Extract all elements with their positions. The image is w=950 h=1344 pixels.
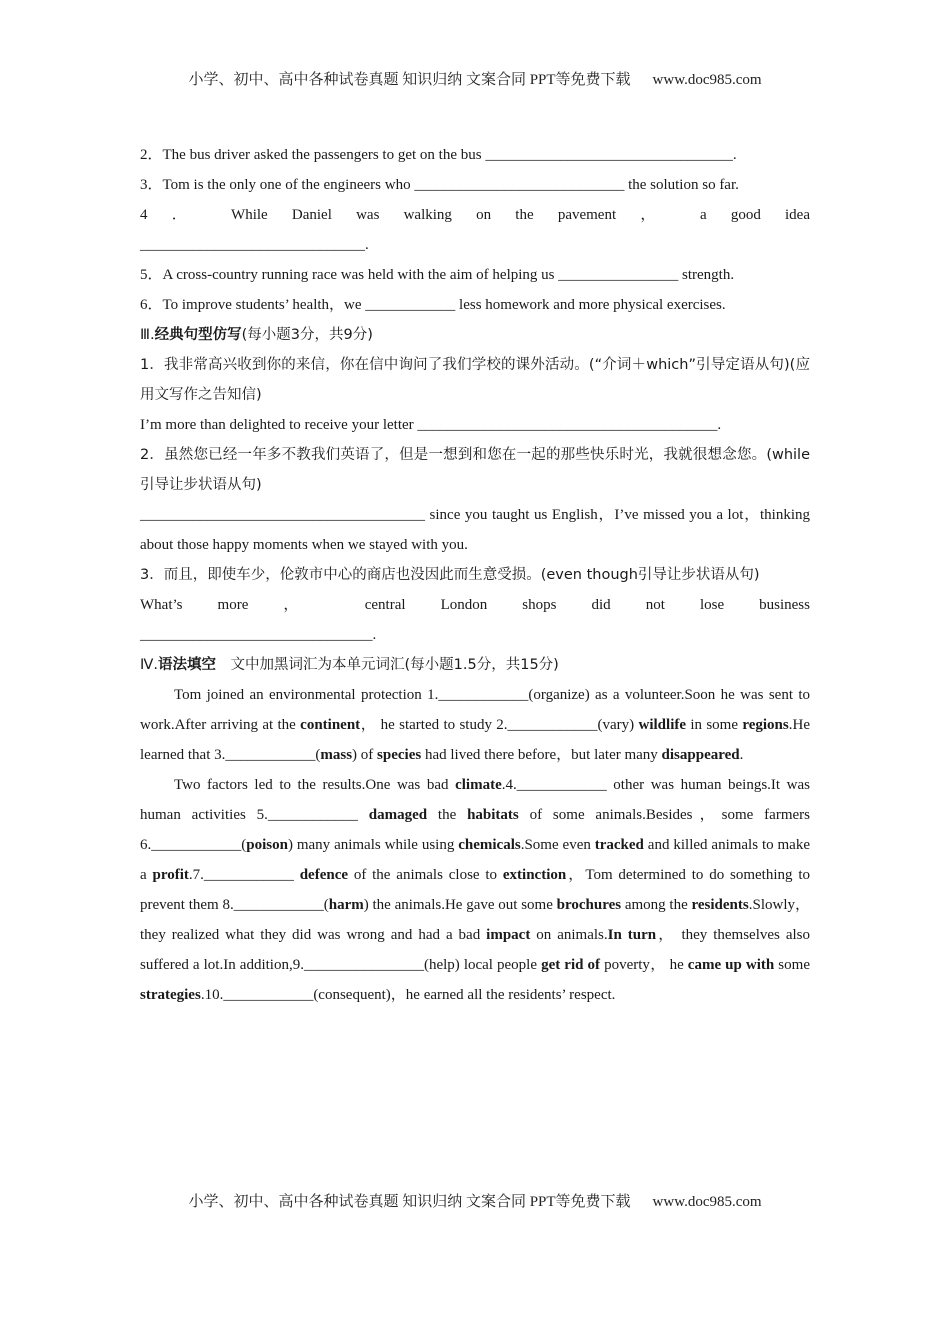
text-segment: ) many animals while using (287, 837, 459, 853)
footer-text: 小学、初中、高中各种试卷真题 知识归纳 文案合同 PPT等免费下载 (188, 1194, 631, 1210)
text-segment: the (427, 807, 468, 823)
text-segment: on animals. (530, 927, 608, 943)
question-3-3-english-b: _______________________________. (140, 627, 377, 643)
vocab-word: get rid of (541, 957, 601, 973)
vocab-word: extinction (502, 867, 567, 883)
text-segment: of the animals close to (348, 867, 503, 883)
text-segment: .4.____________ other was human beings.It was human activities 5.____________ (140, 777, 810, 823)
vocab-word: came up with (687, 957, 775, 973)
text-segment: and killed animals to make a (140, 837, 811, 883)
vocab-word: species (377, 747, 422, 763)
text-segment: .Slowly，they realized what they did was wrong and had a bad (140, 897, 810, 943)
text-segment: of some animals.Besides，some farmers 6.____________( (140, 807, 810, 853)
vocab-word: damaged (368, 807, 428, 823)
header-text: 小学、初中、高中各种试卷真题 知识归纳 文案合同 PPT等免费下载 (188, 72, 631, 88)
question-3-1-chinese: 1．我非常高兴收到你的来信，你在信中询问了我们学校的课外活动。(“介词＋which”引导定语从句)(应用文写作之告知信) (140, 357, 810, 403)
question-2-5: 5．A cross-country running race was held with the aim of helping us ________________ strength. (140, 267, 735, 283)
text-segment: had lived there before，but later many (421, 747, 662, 763)
question-3-3-english-a: What’s more ， central London shops did not lose business (140, 597, 810, 613)
vocab-word: wildlife (638, 717, 687, 733)
text-segment: .7.____________ (188, 867, 300, 883)
question-3-2-chinese: 2．虽然您已经一年多不教我们英语了，但是一想到和您在一起的那些快乐时光，我就很想念您。(while引导让步状语从句) (140, 447, 810, 493)
cloze-paragraph-2 (140, 770, 810, 1010)
vocab-word: continent (300, 717, 361, 733)
text-segment: ， they themselves also suffered a lot.In addition,9.________________(help) local people (140, 927, 810, 973)
text-segment: .Some even (520, 837, 595, 853)
vocab-word: regions (742, 717, 789, 733)
header-site: www.doc985.com (652, 72, 762, 88)
vocab-word: poison (246, 837, 288, 853)
text-segment: ， he started to study 2.____________(vary) (360, 717, 639, 733)
text-segment: ) of (352, 747, 378, 763)
text-segment: . (739, 747, 744, 763)
text-segment: some (774, 957, 810, 973)
text-segment: .He learned that 3.____________( (140, 717, 810, 763)
section-4-title: Ⅳ.语法填空 文中加黑词汇为本单元词汇(每小题1.5分，共15分) (140, 657, 559, 673)
vocab-word: profit (152, 867, 189, 883)
vocab-word: chemicals (458, 837, 521, 853)
vocab-word: impact (486, 927, 531, 943)
question-3-1-english: I’m more than delighted to receive your letter ________________________________________. (140, 417, 722, 433)
question-2-6: 6．To improve students’ health，we ____________ less homework and more physical exercises. (140, 297, 726, 313)
text-segment: .10.____________(consequent)，he earned all the residents’ respect. (200, 987, 616, 1003)
vocab-word: defence (299, 867, 349, 883)
cloze-paragraph-1 (140, 680, 810, 770)
vocab-word: tracked (594, 837, 644, 853)
text-segment: ) the animals.He gave out some (363, 897, 557, 913)
vocab-word: strategies (140, 987, 201, 1003)
text-segment: Two factors led to the results.One was bad (174, 777, 456, 793)
text-segment: poverty， he (600, 957, 688, 973)
vocab-word: In turn (607, 927, 657, 943)
section-3-title: Ⅲ.经典句型仿写(每小题3分，共9分) (140, 327, 373, 343)
vocab-word: climate (455, 777, 502, 793)
text-segment: among the (621, 897, 692, 913)
document-body (140, 140, 810, 1010)
question-2-3: 3．Tom is the only one of the engineers who ____________________________ the solution so far. (140, 177, 739, 193)
vocab-word: mass (320, 747, 353, 763)
vocab-word: brochures (556, 897, 622, 913)
page-header (0, 68, 950, 89)
question-3-2-english: ______________________________________ since you taught us English，I’ve missed you a lot，thinking about those happy moments when we stayed with you. (140, 507, 810, 553)
page-footer (0, 1190, 950, 1211)
question-3-3-chinese: 3．而且，即使车少，伦敦市中心的商店也没因此而生意受损。(even though引导让步状语从句) (140, 567, 760, 583)
text-segment: ，Tom determined to do something to prevent them 8.____________( (140, 867, 810, 913)
text-segment: Tom joined an environmental protection 1.____________(organize) as a volunteer.Soon he was sent to work.After arriving at the (140, 687, 810, 733)
footer-site: www.doc985.com (652, 1194, 762, 1210)
vocab-word: habitats (467, 807, 519, 823)
vocab-word: residents (691, 897, 749, 913)
question-2-4b: ______________________________. (140, 237, 369, 253)
vocab-word: disappeared (661, 747, 740, 763)
text-segment: in some (686, 717, 743, 733)
question-2-4a: 4 ． While Daniel was walking on the pavement ， a good idea (140, 207, 810, 223)
question-2-2: 2．The bus driver asked the passengers to get on the bus _________________________________. (140, 147, 737, 163)
vocab-word: harm (328, 897, 364, 913)
